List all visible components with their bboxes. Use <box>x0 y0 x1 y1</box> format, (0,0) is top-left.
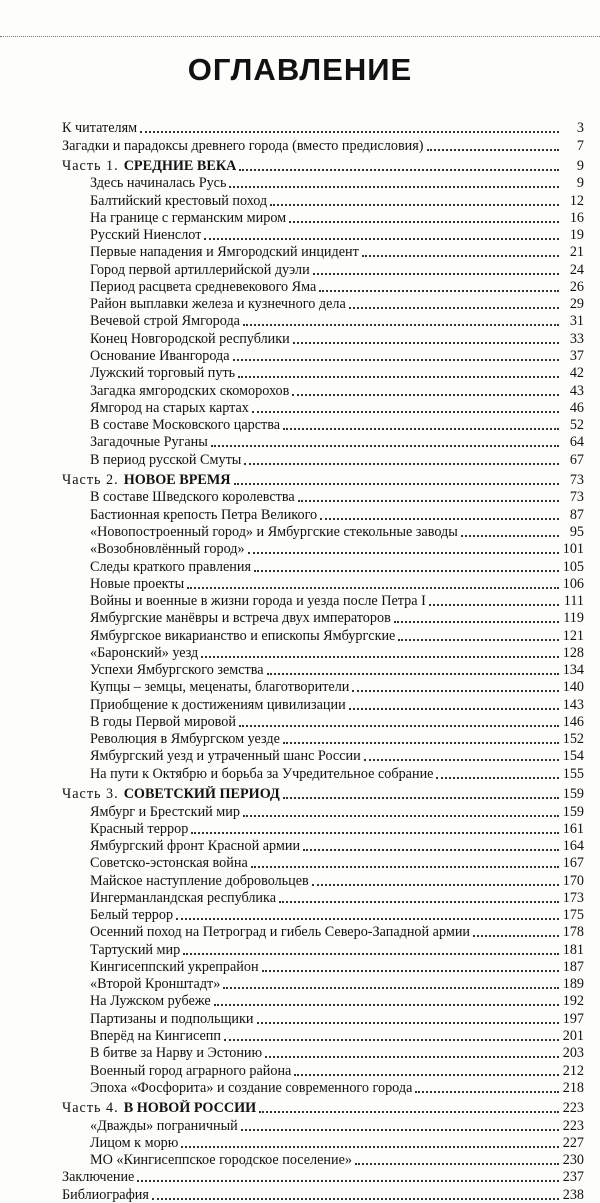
toc-entry-title: Первые нападения и Ямгородский инцидент <box>90 244 359 261</box>
dot-leader <box>224 1039 559 1041</box>
dot-leader <box>319 290 559 292</box>
toc-entry-row[interactable] <box>62 764 584 781</box>
toc-part-title: В НОВОЙ РОССИИ <box>123 1100 257 1117</box>
toc-entry-title: Ямбургские манёвры и встреча двух императоров <box>90 610 391 627</box>
toc-entry-row[interactable] <box>62 329 584 346</box>
toc-entry-title: Военный город аграрного района <box>90 1062 292 1079</box>
dot-leader <box>267 673 559 675</box>
toc-part-row[interactable] <box>62 1099 584 1116</box>
toc-entry-title: В составе Шведского королевства <box>90 489 295 506</box>
dot-leader <box>473 935 559 937</box>
toc-page-number: 64 <box>569 434 584 451</box>
toc-page-number: 21 <box>569 244 584 261</box>
toc-entry-row[interactable] <box>62 678 584 695</box>
toc-entry-title: Ямгород на старых картах <box>90 399 249 416</box>
dot-leader <box>283 428 559 430</box>
toc-entry-row[interactable] <box>62 347 584 364</box>
toc-part-row[interactable] <box>62 785 584 802</box>
dot-leader <box>187 587 559 589</box>
toc-entry-row[interactable] <box>62 889 584 906</box>
toc-entry-title: Русский Ниенслот <box>90 227 202 244</box>
toc-entry-title: Вперёд на Кингисепп <box>90 1027 221 1044</box>
dot-leader <box>191 832 559 834</box>
toc-entry-row[interactable] <box>62 278 584 295</box>
dot-leader <box>294 1074 559 1076</box>
dot-leader <box>152 1198 559 1200</box>
toc-entry-title: МО «Кингисеппское городское поселение» <box>90 1152 352 1169</box>
dot-leader <box>355 1163 559 1165</box>
toc-entry-title: «Возобновлённый город» <box>90 541 245 558</box>
toc-entry-row[interactable] <box>62 433 584 450</box>
toc-page-number: 134 <box>562 662 584 679</box>
table-of-contents <box>62 119 584 1203</box>
toc-page-number: 106 <box>562 575 584 592</box>
toc-entry-title: Ямбург и Брестский мир <box>90 803 240 820</box>
toc-entry-row[interactable] <box>62 837 584 854</box>
toc-page-number: 42 <box>569 365 584 382</box>
toc-page-number: 175 <box>562 907 584 924</box>
toc-page-number: 140 <box>562 679 584 696</box>
toc-page-number: 170 <box>562 872 584 889</box>
dot-leader <box>243 815 559 817</box>
dot-leader <box>352 690 559 692</box>
toc-page-number: 101 <box>562 541 584 558</box>
toc-page-number: 238 <box>562 1186 584 1203</box>
dot-leader <box>244 463 559 465</box>
toc-entry-row[interactable] <box>62 226 584 243</box>
toc-page-number: 128 <box>562 644 584 661</box>
toc-entry-title: Ингерманландская республика <box>90 889 277 906</box>
toc-entry-row[interactable] <box>62 854 584 871</box>
toc-entry-row[interactable] <box>62 644 584 661</box>
toc-page-number: 7 <box>576 137 584 154</box>
toc-part-heading <box>62 786 280 802</box>
dot-leader <box>279 901 559 903</box>
toc-entry-title: Город первой артиллерийской дуэли <box>90 261 310 278</box>
toc-part-label: Часть 1. <box>62 158 119 175</box>
toc-page-number: 31 <box>569 313 584 330</box>
dot-leader <box>298 500 559 502</box>
toc-entry-title: Вечевой строй Ямгорода <box>90 313 240 330</box>
toc-part-label: Часть 2. <box>62 472 119 489</box>
toc-part-title: СОВЕТСКИЙ ПЕРИОД <box>123 786 280 803</box>
toc-entry-row[interactable] <box>62 416 584 433</box>
toc-page-number: 37 <box>569 348 584 365</box>
dot-leader <box>181 1146 559 1148</box>
toc-entry-row[interactable] <box>62 1151 584 1168</box>
toc-page-number: 155 <box>562 765 584 782</box>
toc-entry-row[interactable] <box>62 312 584 329</box>
toc-entry-title: Советско-эстонская война <box>90 855 248 872</box>
toc-entry-title: Период расцвета средневекового Яма <box>90 278 317 295</box>
toc-page-number: 121 <box>562 627 584 644</box>
toc-entry-row[interactable] <box>62 592 584 609</box>
toc-entry-title: «Баронский» уезд <box>90 644 199 661</box>
toc-page-number: 46 <box>569 399 584 416</box>
toc-entry-row[interactable] <box>62 802 584 819</box>
toc-entry-title: Белый террор <box>90 907 174 924</box>
toc-entry-row[interactable] <box>62 940 584 957</box>
toc-entry-title: Конец Новгородской республики <box>90 330 290 347</box>
toc-page-number: 16 <box>569 209 584 226</box>
toc-entry-row[interactable] <box>62 626 584 643</box>
dot-leader <box>234 483 560 485</box>
dot-leader <box>270 204 559 206</box>
toc-page-number: 223 <box>562 1100 584 1117</box>
toc-page-number: 230 <box>562 1152 584 1169</box>
toc-page-number: 237 <box>562 1169 584 1186</box>
top-rule <box>0 36 600 37</box>
toc-entry-row[interactable] <box>62 209 584 226</box>
toc-page-number: 119 <box>563 610 584 627</box>
dot-leader <box>201 656 559 658</box>
toc-entry-title: Загадки и парадоксы древнего города (вместо предисловия) <box>62 137 424 154</box>
toc-page-number: 9 <box>576 158 584 175</box>
toc-entry-row[interactable] <box>62 661 584 678</box>
toc-entry-row[interactable] <box>62 381 584 398</box>
dot-leader <box>239 169 559 171</box>
toc-entry-title: Партизаны и подпольщики <box>90 1010 254 1027</box>
toc-page-number: 223 <box>562 1117 584 1134</box>
toc-entry-title: Осенний поход на Петроград и гибель Северо-Западной армии <box>90 924 471 941</box>
dot-leader <box>257 1022 559 1024</box>
dot-leader <box>427 149 559 151</box>
toc-entry-title: Майское наступление добровольцев <box>90 872 309 889</box>
toc-page-number: 189 <box>562 976 584 993</box>
toc-entry-title: В битве за Нарву и Эстонию <box>90 1045 263 1062</box>
dot-leader <box>461 535 559 537</box>
dot-leader <box>223 987 559 989</box>
dot-leader <box>252 411 559 413</box>
toc-entry-title: Ямбургское викарианство и епископы Ямбургские <box>90 627 396 644</box>
toc-page-number: 9 <box>576 175 584 192</box>
toc-page-number: 111 <box>563 593 584 610</box>
dot-leader <box>429 604 559 606</box>
toc-entry-title: Лицом к морю <box>90 1134 179 1151</box>
toc-page-number: 26 <box>569 278 584 295</box>
dot-leader <box>349 307 559 309</box>
toc-page-number: 187 <box>562 958 584 975</box>
dot-leader <box>259 1111 559 1113</box>
dot-leader <box>312 884 559 886</box>
dot-leader <box>303 849 559 851</box>
toc-entry-row[interactable] <box>62 730 584 747</box>
toc-part-heading <box>62 472 231 488</box>
toc-page-number: 154 <box>562 748 584 765</box>
dot-leader <box>292 394 559 396</box>
toc-page-number: 43 <box>569 382 584 399</box>
toc-entry-title: «Дважды» пограничный <box>90 1117 238 1134</box>
toc-entry-row[interactable] <box>62 992 584 1009</box>
dot-leader <box>233 359 559 361</box>
toc-entry-title: Загадочные Руганы <box>90 434 208 451</box>
dot-leader <box>415 1091 559 1093</box>
toc-page-number: 197 <box>562 1010 584 1027</box>
toc-entry-row[interactable] <box>62 1061 584 1078</box>
toc-page-number: 3 <box>576 120 584 137</box>
toc-entry-title: Бастионная крепость Петра Великого <box>90 506 318 523</box>
toc-entry-row[interactable] <box>62 191 584 208</box>
toc-page-number: 173 <box>562 889 584 906</box>
dot-leader <box>239 725 559 727</box>
toc-entry-row[interactable] <box>62 575 584 592</box>
toc-entry-row[interactable] <box>62 488 584 505</box>
dot-leader <box>262 970 559 972</box>
toc-page-number: 73 <box>569 472 584 489</box>
toc-page-number: 95 <box>569 523 584 540</box>
toc-page-number: 159 <box>562 803 584 820</box>
dot-leader <box>229 186 559 188</box>
toc-page-number: 201 <box>562 1027 584 1044</box>
toc-entry-title: На границе с германским миром <box>90 209 287 226</box>
toc-entry-row[interactable] <box>62 695 584 712</box>
toc-part-title: НОВОЕ ВРЕМЯ <box>123 472 231 489</box>
toc-entry-title: Балтийский крестовый поход <box>90 192 268 209</box>
toc-entry-title: Красный террор <box>90 820 189 837</box>
toc-entry-row[interactable] <box>62 1044 584 1061</box>
dot-leader <box>364 759 559 761</box>
dot-leader <box>254 570 559 572</box>
toc-part-label: Часть 4. <box>62 1100 119 1117</box>
toc-part-heading <box>62 158 236 174</box>
dot-leader <box>349 708 559 710</box>
toc-entry-row[interactable] <box>62 523 584 540</box>
toc-entry-title: Загадка ямгородских скоморохов <box>90 382 290 399</box>
dot-leader <box>289 221 559 223</box>
toc-page-number: 203 <box>562 1045 584 1062</box>
toc-entry-row[interactable] <box>62 906 584 923</box>
toc-entry-title: Заключение <box>62 1169 135 1186</box>
toc-entry-row[interactable] <box>62 871 584 888</box>
toc-page-number: 167 <box>562 855 584 872</box>
toc-entry-title: Следы краткого правления <box>90 558 252 575</box>
toc-page-number: 33 <box>569 330 584 347</box>
toc-entry-row[interactable] <box>62 713 584 730</box>
dot-leader <box>283 797 559 799</box>
toc-part-label: Часть 3. <box>62 786 119 803</box>
dot-leader <box>398 639 559 641</box>
toc-entry-title: Здесь начиналась Русь <box>90 175 227 192</box>
toc-entry-row[interactable] <box>62 505 584 522</box>
toc-page-number: 159 <box>562 786 584 803</box>
toc-entry-row[interactable] <box>62 747 584 764</box>
toc-page-number: 19 <box>569 227 584 244</box>
toc-entry-row[interactable] <box>62 557 584 574</box>
toc-entry-row[interactable] <box>62 1009 584 1026</box>
toc-entry-title: К читателям <box>62 120 138 137</box>
dot-leader <box>283 742 559 744</box>
dot-leader <box>394 621 559 623</box>
toc-entry-row[interactable] <box>62 609 584 626</box>
dot-leader <box>313 273 559 275</box>
toc-entry-row[interactable] <box>62 1134 584 1151</box>
toc-entry-row[interactable] <box>62 820 584 837</box>
dot-leader <box>265 1056 559 1058</box>
toc-page-number: 227 <box>562 1134 584 1151</box>
toc-entry-title: Купцы – земцы, меценаты, благотворители <box>90 679 350 696</box>
toc-page-number: 67 <box>569 451 584 468</box>
dot-leader <box>243 324 559 326</box>
toc-entry-title: Успехи Ямбургского земства <box>90 662 264 679</box>
toc-entry-row[interactable] <box>62 243 584 260</box>
dot-leader <box>214 1004 559 1006</box>
toc-part-title: СРЕДНИЕ ВЕКА <box>123 158 237 175</box>
toc-entry-title: Новые проекты <box>90 575 185 592</box>
toc-entry-title: Ямбургский фронт Красной армии <box>90 838 301 855</box>
toc-entry-row[interactable] <box>62 923 584 940</box>
toc-page-number: 143 <box>562 696 584 713</box>
page-title: ОГЛАВЛЕНИЕ <box>187 52 413 87</box>
toc-entry-row[interactable] <box>62 119 584 136</box>
dot-leader <box>137 1180 559 1182</box>
toc-entry-title: Основание Ивангорода <box>90 348 230 365</box>
toc-entry-title: Приобщение к достижениям цивилизации <box>90 696 346 713</box>
dot-leader <box>238 376 559 378</box>
toc-page-number: 87 <box>569 506 584 523</box>
toc-page-number: 178 <box>562 924 584 941</box>
dot-leader <box>251 866 559 868</box>
toc-entry-title: «Новопостроенный город» и Ямбургские стекольные заводы <box>90 523 458 540</box>
toc-page-number: 161 <box>562 820 584 837</box>
toc-entry-title: «Второй Кронштадт» <box>90 976 221 993</box>
toc-entry-row[interactable] <box>62 1185 584 1202</box>
toc-entry-row[interactable] <box>62 364 584 381</box>
toc-entry-row[interactable] <box>62 295 584 312</box>
toc-entry-title: В период русской Смуты <box>90 451 242 468</box>
toc-entry-row[interactable] <box>62 399 584 416</box>
toc-entry-title: Революция в Ямбургском уезде <box>90 731 280 748</box>
toc-page-number: 73 <box>569 489 584 506</box>
toc-entry-title: Войны и военные в жизни города и уезда после Петра I <box>90 593 426 610</box>
toc-entry-title: В составе Московского царства <box>90 417 281 434</box>
toc-page-number: 181 <box>562 941 584 958</box>
toc-page-number: 152 <box>562 731 584 748</box>
toc-entry-row[interactable] <box>62 1168 584 1185</box>
toc-page-number: 146 <box>562 713 584 730</box>
toc-entry-row[interactable] <box>62 1079 584 1096</box>
toc-entry-title: Тартуский мир <box>90 941 181 958</box>
toc-part-row[interactable] <box>62 157 584 174</box>
toc-page-number: 105 <box>562 558 584 575</box>
dot-leader <box>248 552 559 554</box>
toc-entry-title: В годы Первой мировой <box>90 713 236 730</box>
toc-entry-title: Ямбургский уезд и утраченный шанс России <box>90 748 361 765</box>
toc-entry-title: Эпоха «Фосфорита» и создание современного города <box>90 1079 413 1096</box>
dot-leader <box>211 445 559 447</box>
toc-entry-row[interactable] <box>62 958 584 975</box>
toc-entry-row[interactable] <box>62 540 584 557</box>
toc-entry-title: Библиография <box>62 1186 149 1203</box>
dot-leader <box>241 1129 559 1131</box>
toc-entry-row[interactable] <box>62 174 584 191</box>
toc-page-number: 192 <box>562 993 584 1010</box>
toc-page-number: 218 <box>562 1079 584 1096</box>
dot-leader <box>140 131 559 133</box>
toc-page-number: 24 <box>569 261 584 278</box>
toc-entry-title: Лужский торговый путь <box>90 365 236 382</box>
dot-leader <box>436 777 559 779</box>
toc-page-number: 12 <box>569 192 584 209</box>
toc-entry-row[interactable] <box>62 260 584 277</box>
toc-entry-row[interactable] <box>62 975 584 992</box>
dot-leader <box>362 255 559 257</box>
toc-entry-row[interactable] <box>62 1116 584 1133</box>
toc-entry-title: На пути к Октябрю и борьба за Учредительное собрание <box>90 765 434 782</box>
toc-entry-title: Район выплавки железа и кузнечного дела <box>90 296 346 313</box>
toc-page-number: 29 <box>569 296 584 313</box>
dot-leader <box>204 238 559 240</box>
toc-entry-row[interactable] <box>62 450 584 467</box>
dot-leader <box>293 342 559 344</box>
toc-entry-row[interactable] <box>62 136 584 153</box>
toc-page-number: 52 <box>569 417 584 434</box>
dot-leader <box>320 518 559 520</box>
toc-entry-row[interactable] <box>62 1027 584 1044</box>
toc-entry-title: На Лужском рубеже <box>90 993 211 1010</box>
toc-page-number: 164 <box>562 838 584 855</box>
dot-leader <box>183 953 559 955</box>
toc-entry-title: Кингисеппский укрепрайон <box>90 958 259 975</box>
toc-part-heading <box>62 1100 256 1116</box>
dot-leader <box>176 918 559 920</box>
toc-page-number: 212 <box>562 1062 584 1079</box>
toc-part-row[interactable] <box>62 471 584 488</box>
